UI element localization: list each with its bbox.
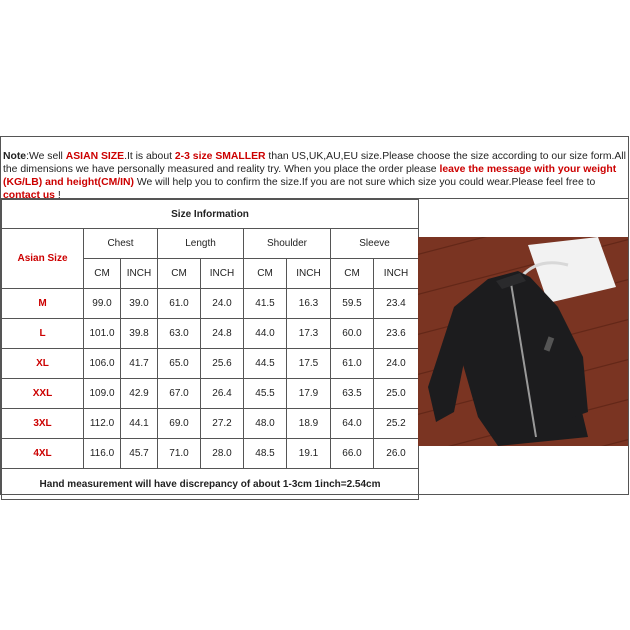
- table-cell: 61.0: [158, 289, 201, 319]
- contact-us-text: contact us: [3, 190, 55, 201]
- table-cell: 17.9: [287, 379, 331, 409]
- table-cell: 41.5: [244, 289, 287, 319]
- leave-message-text: leave the message with your weight (KG/LB) and height(CM/IN): [3, 164, 617, 188]
- note-text-4: We will help you to confirm the size.If you are not sure which size you could wear.Please feel free to: [134, 177, 596, 188]
- unit-cell: INCH: [287, 259, 331, 289]
- chest-header: Chest: [84, 229, 158, 259]
- table-cell: 71.0: [158, 439, 201, 469]
- table-row: [2, 409, 419, 439]
- table-cell: 59.5: [331, 289, 374, 319]
- table-cell: 27.2: [201, 409, 244, 439]
- table-cell: 28.0: [201, 439, 244, 469]
- size-chart-frame: [0, 136, 629, 495]
- table-cell: 26.0: [374, 439, 419, 469]
- size-label: XXL: [2, 379, 84, 409]
- table-cell: 48.0: [244, 409, 287, 439]
- table-cell: 106.0: [84, 349, 121, 379]
- table-row: [2, 319, 419, 349]
- table-cell: 24.0: [201, 289, 244, 319]
- table-cell: 25.0: [374, 379, 419, 409]
- table-cell: 112.0: [84, 409, 121, 439]
- asian-size-header: Asian Size: [2, 229, 84, 289]
- note-text-5: !: [54, 190, 61, 201]
- table-cell: 48.5: [244, 439, 287, 469]
- length-header: Length: [158, 229, 244, 259]
- table-cell: 18.9: [287, 409, 331, 439]
- unit-cell: CM: [331, 259, 374, 289]
- asian-size-text: ASIAN SIZE: [65, 151, 125, 162]
- table-cell: 67.0: [158, 379, 201, 409]
- sleeve-header: Sleeve: [331, 229, 419, 259]
- table-cell: 17.3: [287, 319, 331, 349]
- table-cell: 65.0: [158, 349, 201, 379]
- unit-cell: CM: [158, 259, 201, 289]
- size-label: M: [2, 289, 84, 319]
- table-cell: 23.4: [374, 289, 419, 319]
- note-text-3: than US,UK,AU,EU size.Please choose the size according to our size form.All the dimensions we have personally measured and reality try. When you place the order please: [3, 151, 626, 175]
- table-cell: 25.6: [201, 349, 244, 379]
- unit-cell: CM: [244, 259, 287, 289]
- table-cell: 63.5: [331, 379, 374, 409]
- table-cell: 19.1: [287, 439, 331, 469]
- table-cell: 99.0: [84, 289, 121, 319]
- jacket-photo: [418, 237, 628, 446]
- table-cell: 39.8: [121, 319, 158, 349]
- size-label: XL: [2, 349, 84, 379]
- table-cell: 26.4: [201, 379, 244, 409]
- table-cell: 17.5: [287, 349, 331, 379]
- table-cell: 109.0: [84, 379, 121, 409]
- size-table: [1, 199, 419, 500]
- unit-cell: INCH: [121, 259, 158, 289]
- table-cell: 45.5: [244, 379, 287, 409]
- table-row: [2, 349, 419, 379]
- smaller-text: 2-3 size SMALLER: [174, 151, 266, 162]
- table-cell: 61.0: [331, 349, 374, 379]
- table-cell: 63.0: [158, 319, 201, 349]
- note-text-2: .It is about: [124, 151, 175, 162]
- table-cell: 64.0: [331, 409, 374, 439]
- unit-cell: INCH: [201, 259, 244, 289]
- table-row: [2, 289, 419, 319]
- table-cell: 16.3: [287, 289, 331, 319]
- table-title: Size Information: [2, 200, 419, 229]
- shoulder-header: Shoulder: [244, 229, 331, 259]
- table-cell: 44.5: [244, 349, 287, 379]
- table-cell: 24.0: [374, 349, 419, 379]
- table-cell: 42.9: [121, 379, 158, 409]
- order-note: [1, 137, 628, 199]
- table-cell: 101.0: [84, 319, 121, 349]
- unit-cell: INCH: [374, 259, 419, 289]
- measurement-footer: Hand measurement will have discrepancy of about 1-3cm 1inch=2.54cm: [2, 469, 419, 500]
- table-cell: 25.2: [374, 409, 419, 439]
- table-cell: 69.0: [158, 409, 201, 439]
- size-label: 3XL: [2, 409, 84, 439]
- table-row: [2, 439, 419, 469]
- table-cell: 66.0: [331, 439, 374, 469]
- table-cell: 44.1: [121, 409, 158, 439]
- table-cell: 45.7: [121, 439, 158, 469]
- table-cell: 41.7: [121, 349, 158, 379]
- table-row: [2, 379, 419, 409]
- unit-cell: CM: [84, 259, 121, 289]
- note-text-1: :We sell: [26, 151, 66, 162]
- table-cell: 23.6: [374, 319, 419, 349]
- table-cell: 39.0: [121, 289, 158, 319]
- table-cell: 116.0: [84, 439, 121, 469]
- table-cell: 60.0: [331, 319, 374, 349]
- table-cell: 24.8: [201, 319, 244, 349]
- table-cell: 44.0: [244, 319, 287, 349]
- note-label: Note: [3, 151, 27, 162]
- size-label: L: [2, 319, 84, 349]
- size-label: 4XL: [2, 439, 84, 469]
